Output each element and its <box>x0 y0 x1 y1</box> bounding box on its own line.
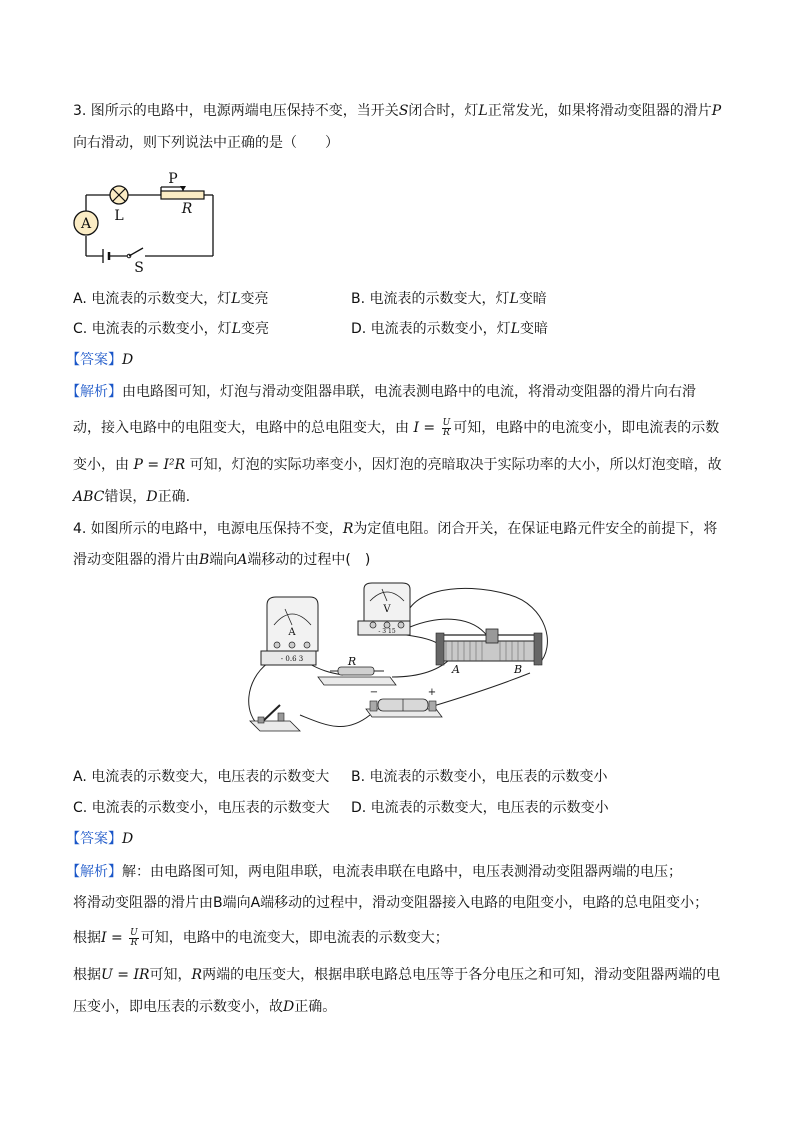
q3-stem-text: 向右滑动，则下列说法中正确的是（ ） <box>73 135 339 151</box>
resistor-body <box>338 667 374 675</box>
analysis-tag: 【解析】 <box>66 864 122 880</box>
q4-apparatus-diagram <box>240 585 560 745</box>
q3-stem-text: 3. 图所示的电路中，电源两端电压保持不变，当开关 <box>73 103 399 119</box>
lamp-label: L <box>114 208 124 224</box>
rheostat-end-a: A <box>452 663 460 676</box>
var-s: S <box>398 103 409 119</box>
q3-circuit-diagram <box>73 165 223 275</box>
var-p: P <box>711 103 722 119</box>
rheostat-slider <box>486 629 498 643</box>
voltmeter-body <box>364 583 410 621</box>
answer-tag: 【答案】 <box>66 352 122 368</box>
rheostat-end-b: B <box>513 663 523 676</box>
q3-analysis-line2: 动，接入电路中的电阻变大，电路中的总电阻变大，由 I = $\frac{U}{R}$ 可知，电路中的电流变小，即电流表的示数 <box>73 417 720 438</box>
var-l: L <box>478 103 488 119</box>
slider-label: P <box>168 171 178 187</box>
q3-stem-line2 <box>73 133 339 153</box>
formula-ohm: I = $\frac{U}{R}$ <box>413 417 451 438</box>
answer-tag: 【答案】 <box>66 831 122 847</box>
q3-stem-text: 正常发光，如果将滑动变阻器的滑片 <box>487 103 712 119</box>
q4-option-d[interactable]: D. 电流表的示数变大，电压表的示数变小 <box>351 800 609 816</box>
ammeter-label: A <box>288 627 296 638</box>
answer-value: D <box>122 831 134 847</box>
slider-arrow <box>180 186 186 191</box>
q3-option-a[interactable]: A. 电流表的示数变大，灯L变亮 <box>73 291 269 307</box>
q4-stem-line1: 4. 如图所示的电路中，电源电压保持不变，R为定值电阻。闭合开关，在保证电路元件安全的前提下，将 <box>73 521 718 537</box>
q3-analysis-line1: 【解析】由电路图可知，灯泡与滑动变阻器串联，电流表测电路中的电流，将滑动变阻器的滑片向右滑 <box>66 384 696 400</box>
q3-option-d[interactable]: D. 电流表的示数变小，灯L变暗 <box>351 321 548 337</box>
q4-option-b[interactable]: B. 电流表的示数变小，电压表的示数变小 <box>351 769 608 785</box>
rheostat-symbol <box>161 191 204 199</box>
q3-option-c[interactable]: C. 电流表的示数变小，灯L变亮 <box>73 321 269 337</box>
ammeter-scale: - 0.6 3 <box>280 655 304 663</box>
battery-minus: − <box>369 687 379 698</box>
q3-stem-line1 <box>73 101 721 121</box>
formula-uir: U = IR <box>101 967 150 983</box>
switch-lever <box>262 705 280 722</box>
q4-analysis-line3: 根据I = $\frac{U}{R}$ 可知，电路中的电流变大，即电流表的示数变大； <box>73 927 449 948</box>
resistor-board <box>318 677 396 685</box>
rheostat-label: R <box>181 201 193 217</box>
q3-option-b[interactable]: B. 电流表的示数变大，灯L变暗 <box>351 291 547 307</box>
q4-stem-line2: 滑动变阻器的滑片由B端向A端移动的过程中( ) <box>73 552 371 568</box>
switch-board <box>250 721 300 731</box>
q4-option-c[interactable]: C. 电流表的示数变小，电压表的示数变大 <box>73 800 330 816</box>
answer-value: D <box>122 352 134 368</box>
resistor-label: R <box>347 655 357 668</box>
q4-option-a[interactable]: A. 电流表的示数变大，电压表的示数变大 <box>73 769 330 785</box>
q4-analysis-line1: 【解析】解：由电路图可知，两电阻串联，电流表串联在电路中，电压表测滑动变阻器两端的电压； <box>66 864 682 880</box>
voltmeter-scale: - 3 15 <box>378 628 396 635</box>
q3-stem-text: 闭合时，灯 <box>408 103 479 119</box>
switch-blade <box>129 248 143 256</box>
q4-analysis-line2: 将滑动变阻器的滑片由B端向A端移动的过程中，滑动变阻器接入电路的电阻变小，电路的总电阻变小； <box>73 895 709 911</box>
q3-answer <box>66 350 133 370</box>
battery-plus: + <box>427 687 437 698</box>
q3-analysis-line4: ABC错误，D正确. <box>73 489 191 505</box>
q4-analysis-line5: 压变小，即电压表的示数变小，故D正确。 <box>73 999 337 1015</box>
q4-analysis-line4: 根据U = IR可知，R两端的电压变大，根据串联电路总电压等于各分电压之和可知，滑动变阻器两端的电 <box>73 967 721 983</box>
switch-label: S <box>134 260 144 276</box>
ammeter-label: A <box>80 216 92 232</box>
q4-answer <box>66 829 133 849</box>
voltmeter-label: V <box>383 604 391 615</box>
analysis-tag: 【解析】 <box>66 384 122 400</box>
formula-ohm: I = $\frac{U}{R}$ <box>101 927 138 948</box>
formula-power: P = I²R <box>133 457 186 473</box>
q3-analysis-line3: 变小，由 P = I²R 可知，灯泡的实际功率变小，因灯泡的亮暗取决于实际功率的大小，所以灯泡变暗，故 <box>73 457 722 473</box>
rheostat-coil <box>440 641 538 661</box>
